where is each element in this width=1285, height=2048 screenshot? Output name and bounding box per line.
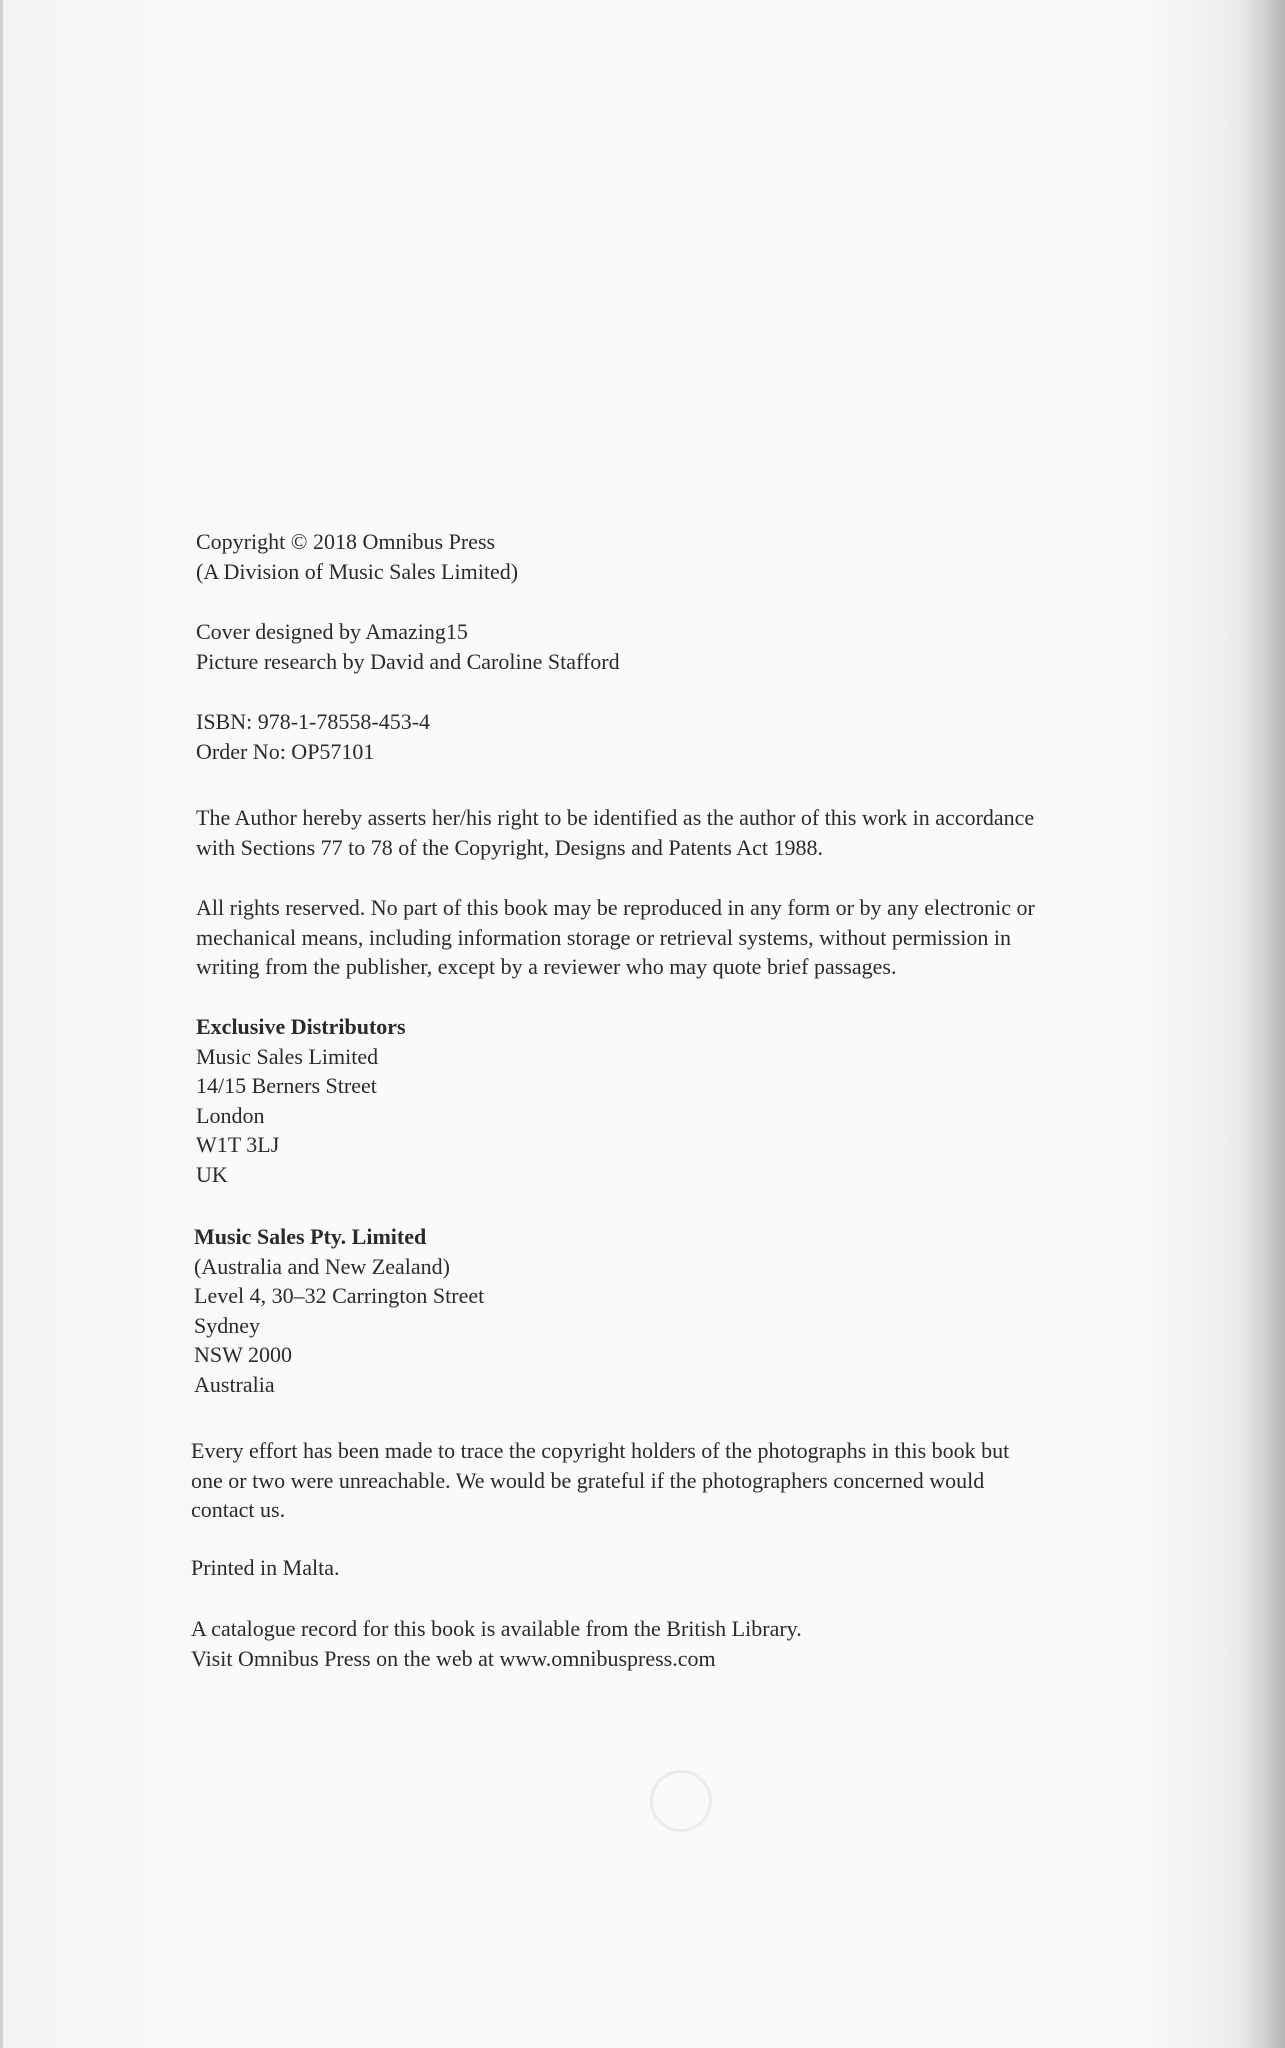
exclusive-distributors-heading: Exclusive Distributors [196, 1014, 406, 1039]
photo-notice-paragraph [191, 1436, 1009, 1525]
copyright-block [196, 527, 518, 586]
all-rights-line-3: writing from the publisher, except by a reviewer who may quote brief passages. [196, 954, 897, 979]
photo-notice-line-2: one or two were unreachable. We would be grateful if the photographers concerned would [191, 1467, 985, 1493]
photo-notice-line-1: Every effort has been made to trace the copyright holders of the photographs in this book but [191, 1438, 1010, 1463]
pty-address-line: Australia [194, 1371, 275, 1397]
page-edge-shadow [1243, 0, 1285, 2048]
all-rights-paragraph [196, 893, 1035, 982]
distributor-address-line: W1T 3LJ [196, 1132, 280, 1157]
show-through-logo-mark [650, 1770, 712, 1832]
pty-address-line: Level 4, 30–32 Carrington Street [194, 1283, 485, 1308]
catalogue-record-line: A catalogue record for this book is available from the British Library. [191, 1616, 802, 1641]
photo-notice-line-3: contact us. [191, 1497, 286, 1522]
distributor-address-line: UK [196, 1161, 228, 1187]
website-line: Visit Omnibus Press on the web at www.omnibuspress.com [191, 1645, 716, 1671]
isbn: ISBN: 978-1-78558-453-4 [196, 709, 431, 734]
printed-in-line: Printed in Malta. [191, 1555, 340, 1580]
distributor-address-line: 14/15 Berners Street [196, 1073, 377, 1098]
music-sales-pty-block [194, 1222, 484, 1399]
page-left-edge [0, 0, 3, 2048]
order-number: Order No: OP57101 [196, 738, 375, 764]
author-rights-line-2: with Sections 77 to 78 of the Copyright, Designs and Patents Act 1988. [196, 834, 823, 860]
publisher-division-line: (A Division of Music Sales Limited) [196, 558, 519, 584]
pty-address-line: Sydney [194, 1312, 260, 1338]
all-rights-line-1: All rights reserved. No part of this book may be reproduced in any form or by any electronic or [196, 895, 1035, 920]
pty-address-line: (Australia and New Zealand) [194, 1253, 450, 1279]
all-rights-line-2: mechanical means, including information storage or retrieval systems, without permission in [196, 924, 1012, 950]
picture-research-credit: Picture research by David and Caroline Stafford [196, 648, 620, 674]
cover-credit: Cover designed by Amazing15 [196, 619, 468, 644]
distributor-address-line: London [196, 1102, 265, 1128]
copyright-line: Copyright © 2018 Omnibus Press [196, 529, 496, 554]
music-sales-pty-heading: Music Sales Pty. Limited [194, 1224, 427, 1249]
pty-address-line: NSW 2000 [194, 1342, 292, 1367]
author-rights-line-1: The Author hereby asserts her/his right to be identified as the author of this work in accordance [196, 805, 1035, 830]
identifiers-block [196, 707, 430, 766]
exclusive-distributors-block [196, 1012, 406, 1189]
credits-block [196, 617, 620, 676]
distributor-address-line: Music Sales Limited [196, 1043, 379, 1069]
author-rights-paragraph [196, 803, 1034, 862]
catalogue-block [191, 1614, 802, 1673]
